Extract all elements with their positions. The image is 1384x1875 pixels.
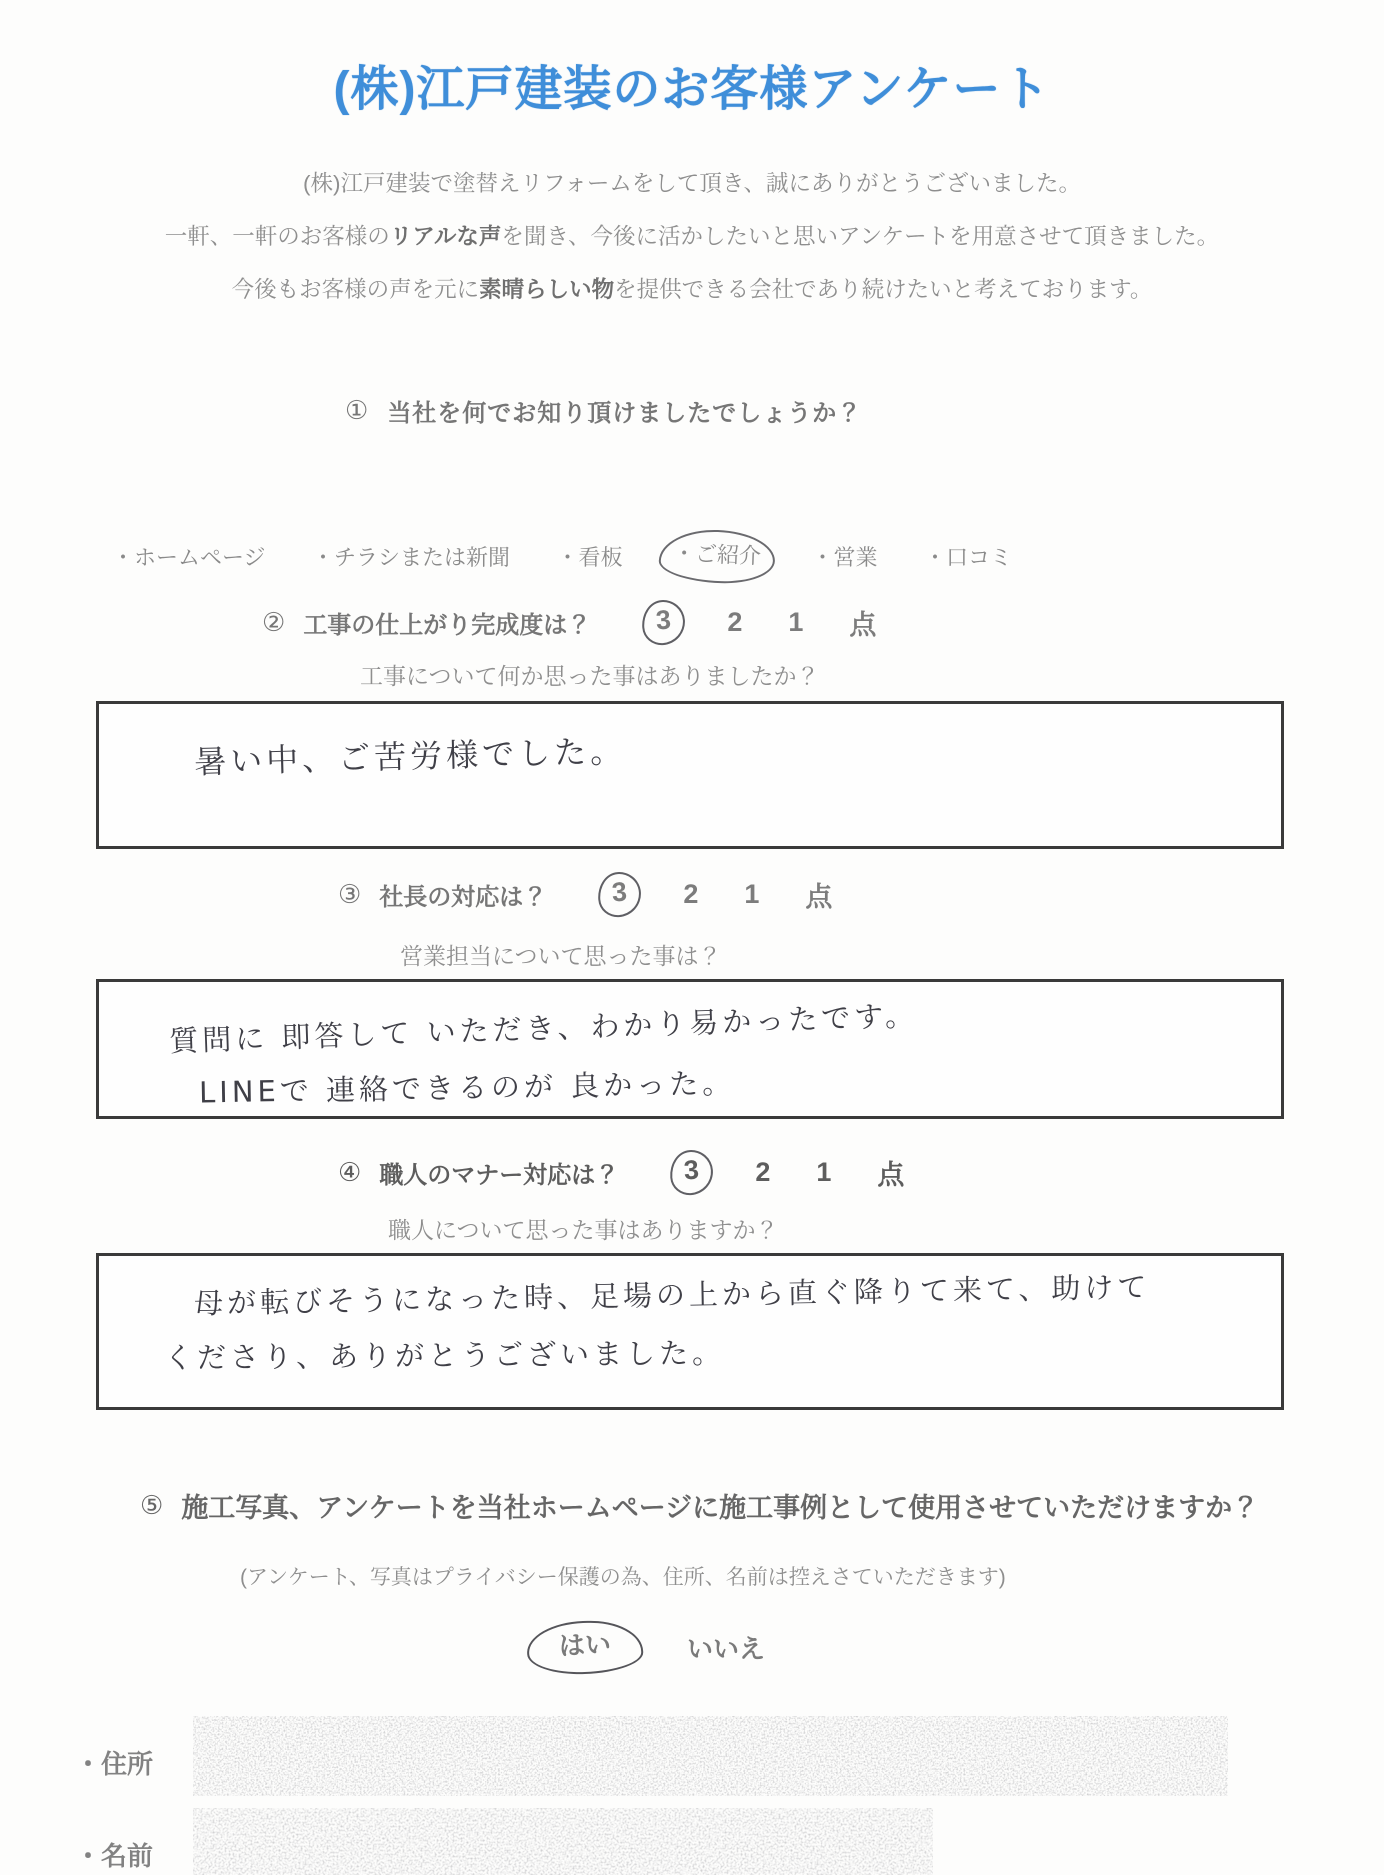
answer-box-craftsmen [96,1253,1284,1410]
question-3-scores [602,875,832,914]
question-2-text: 工事の仕上がり完成度は？ [303,612,592,639]
option-signboard: ・看板 [556,545,623,570]
option-homepage: ・ホームページ [112,545,266,570]
name-label: ・名前 [75,1841,154,1871]
question-1-number: ① [345,395,370,425]
option-flyer-newspaper: ・チラシまたは新聞 [312,545,511,570]
no-label: いいえ [687,1634,766,1664]
score-3-selected-circle [597,871,643,919]
question-3-text: 社長の対応は？ [379,884,548,911]
question-2-number: ② [262,607,286,637]
score-3-selected-circle [641,599,687,647]
question-4-number: ④ [338,1157,362,1187]
question-5 [140,1486,1384,1525]
score-1: 1 [744,879,760,909]
question-4 [338,1153,1384,1192]
answer-box-sales [96,979,1284,1119]
question-2-scores [646,603,876,642]
page-title: (株)江戸建装のお客様アンケート [333,63,1051,116]
intro-line-3 [0,275,1384,305]
name-row [75,1808,1384,1875]
question-2-prompt: 工事について何か思った事はありましたか？ [360,663,820,689]
question-5-yes-no [545,1627,1384,1668]
intro-line-3-pre: 今後もお客様の声を元に [231,277,480,302]
question-1-text: 当社を何でお知り頂けましたでしょうか？ [387,400,863,427]
intro-line-2-post: を聞き、今後に活かしたいと思いアンケートを用意させて頂きました。 [501,224,1220,249]
intro-line-2 [0,222,1384,252]
address-label: ・住所 [75,1749,154,1779]
score-3-selected-circle [669,1149,715,1197]
score-unit: 点 [849,610,877,640]
handwritten-answer-construction: 暑い中、ご苦労様でした。 [193,731,627,782]
handwritten-answer-craftsmen-line-1: 母が転びそうになった時、足場の上から直ぐ降りて来て、助けて [193,1269,1151,1321]
intro-line-2-pre: 一軒、一軒のお客様の [164,224,390,249]
score-1: 1 [788,607,804,637]
question-1 [345,393,1384,428]
question-3-number: ③ [338,879,362,909]
score-unit: 点 [877,1160,905,1190]
intro-line-3-post: を提供できる会社であり続けたいと考えております。 [614,277,1153,302]
question-4-prompt: 職人について思った事はありますか？ [388,1217,779,1243]
option-word-of-mouth: ・口コミ [923,545,1012,570]
intro-line-3-bold: 素晴らしい物 [479,277,615,302]
score-3: 3 [683,1154,701,1186]
yes-selected-circle [526,1619,644,1676]
question-3-prompt: 営業担当について思った事は？ [400,943,722,969]
option-sales: ・営業 [811,545,878,570]
question-3 [338,875,1384,914]
handwritten-answer-sales-line-2: LINEで 連絡できるのが 良かった。 [198,1066,736,1110]
question-5-number: ⑤ [140,1490,164,1520]
question-5-text: 施工写真、アンケートを当社ホームページに施工事例として使用させていただけますか？ [181,1493,1260,1523]
intro-line-1: (株)江戸建装で塗替えリフォームをして頂き、誠にありがとうございました。 [303,171,1081,196]
yes-label: はい [558,1629,612,1661]
score-2: 2 [683,879,699,909]
address-row [75,1716,1384,1796]
address-redacted-block [193,1716,1228,1796]
intro-line-2-bold: リアルな声 [389,224,502,249]
handwritten-answer-sales-line-1: 質問に 即答して いただき、わかり易かったです。 [168,998,919,1059]
option-referral-selected-circle [658,528,776,585]
answer-box-construction [96,701,1284,849]
score-1: 1 [816,1157,832,1187]
score-3: 3 [611,876,629,908]
score-3: 3 [655,604,673,636]
question-4-scores [674,1153,904,1192]
question-5-privacy-note: (アンケート、写真はプライバシー保護の為、住所、名前は控えさていただきます) [240,1566,1006,1589]
question-4-text: 職人のマナー対応は？ [379,1162,620,1189]
name-redacted-block [193,1808,933,1875]
score-unit: 点 [805,882,833,912]
question-1-options [112,540,1012,573]
question-2 [262,603,1384,642]
option-referral: ・ご紹介 [672,540,762,569]
score-2: 2 [727,607,743,637]
handwritten-answer-craftsmen-line-2: くださり、ありがとうございました。 [163,1335,726,1375]
score-2: 2 [755,1157,771,1187]
